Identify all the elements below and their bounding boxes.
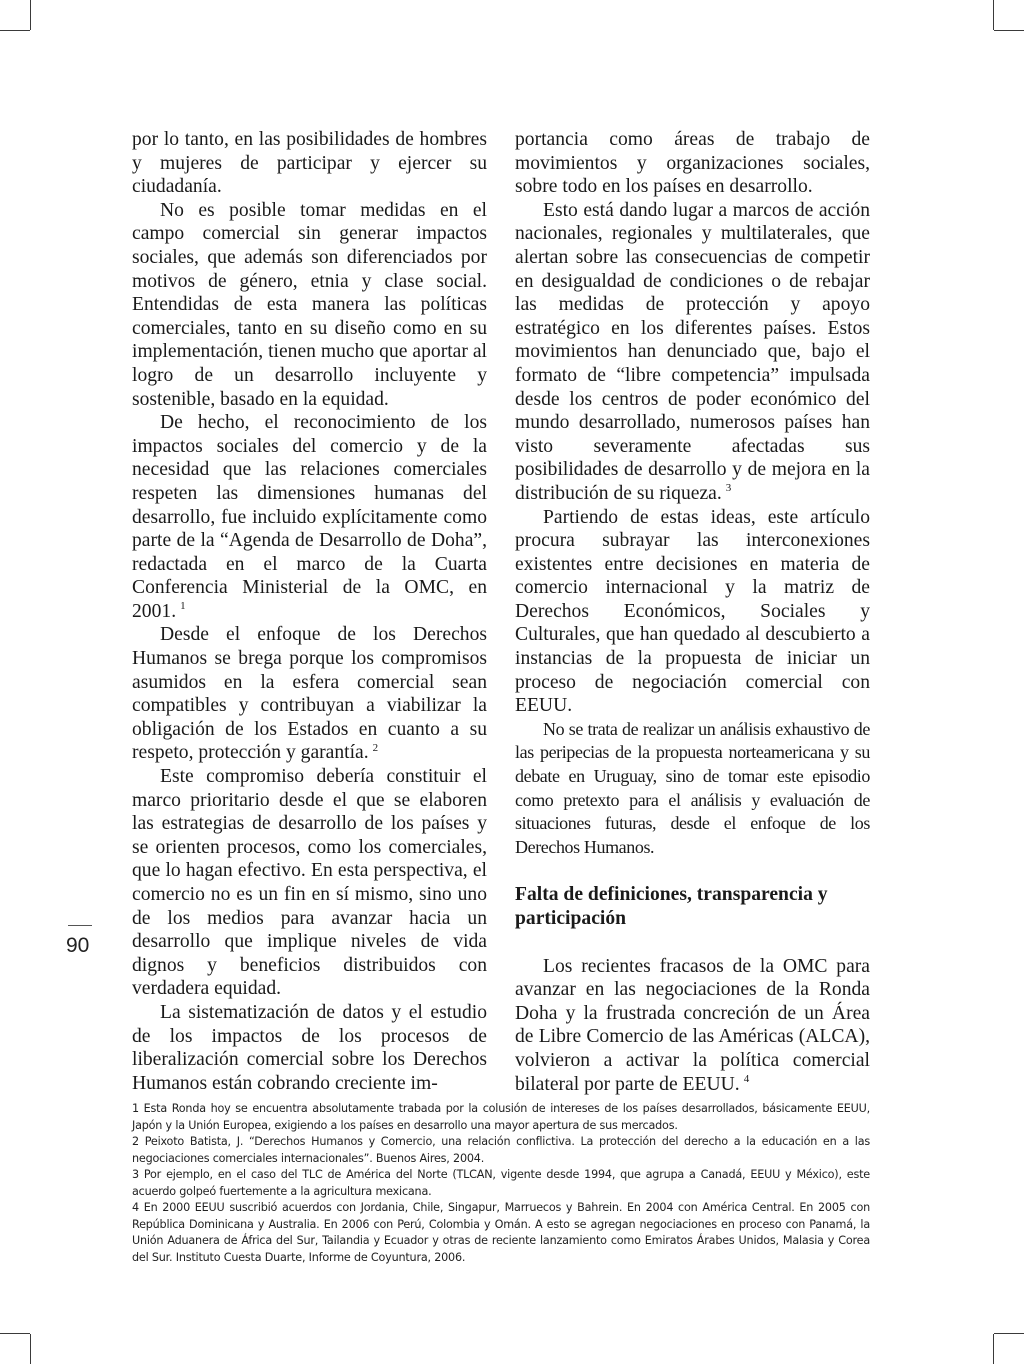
right-column (515, 128, 870, 1096)
footnote: 1 Esta Ronda hoy se encuentra absolutamente trabada por la colusión de intereses de los países desarrollados, básicamente EEUU, Japón y la Unión Europea, exigiendo a los países en desarrollo una mayor apertura de sus mercados. (132, 1102, 870, 1132)
footnote-ref: 1 (180, 600, 186, 613)
crop-mark-top-right-vertical (993, 0, 994, 30)
paragraph: por lo tanto, en las posibilidades de hombres y mujeres de participar y ejercer su ciudadanía. (132, 129, 487, 198)
footnote-ref: 4 (743, 1073, 750, 1086)
crop-mark-bottom-left-horizontal (0, 1333, 30, 1334)
paragraph: Este compromiso debería constituir el marco prioritario desde el que se elaboren las estrategias de desarrollo de los países y se orienten procesos, como los comerciales, que lo hagan efectivo. En esta perspectiva, el comercio no es un fin en sí mismo, sino uno de los medios para avanzar hacia un desarrollo que implique niveles de vida dignos y beneficios distribuidos con verdadera equidad. (132, 766, 487, 1000)
left-column (132, 128, 487, 1095)
paragraph: portancia como áreas de trabajo de movimientos y organizaciones sociales, sobre todo en los países en desarrollo. (515, 129, 870, 198)
paragraph: Los recientes fracasos de la OMC para avanzar en las negociaciones de la Ronda Doha y la frustrada concreción de un Área de Libre Comercio de las Américas (ALCA), volvieron a activar la política comercial bilateral por parte de EEUU. $^4$ (515, 955, 870, 1095)
paragraph: Esto está dando lugar a marcos de acción nacionales, regionales y multilaterales, que alertan sobre las consecuencias de competir en desigualdad de condiciones o de rebajar las medidas de protección y apoyo estratégico en los diferentes países. Estos movimientos han denunciado que, bajo el formato de “libre competencia” impulsada desde los centros de poder económico del mundo desarrollado, numerosos países han visto severamente afectadas sus posibilidades de desarrollo y de mejora en la distribución de su riqueza. $^3$ (515, 199, 870, 504)
footnote: 4 En 2000 EEUU suscribió acuerdos con Jordania, Chile, Singapur, Marruecos y Bahrein. En 2004 con América Central. En 2005 con República Dominicana y Australia. En 2006 con Perú, Colombia y Omán. A esto se agregan negociaciones en proceso con Panamá, la Unión Aduanera de África del Sur, Tailandia y Ecuador y otras de reciente lanzamiento como Emiratos Árabes Unidos, Malasia y Corea del Sur. Instituto Cuesta Duarte, Informe de Coyuntura, 2006. (132, 1201, 870, 1264)
crop-mark-bottom-left-vertical (30, 1334, 31, 1364)
footnotes (132, 1101, 870, 1266)
crop-mark-bottom-right-horizontal (994, 1333, 1024, 1334)
section-heading: Falta de definiciones, transparencia y participación (515, 884, 828, 929)
crop-mark-bottom-right-vertical (993, 1334, 994, 1364)
page-number-rule (68, 925, 92, 926)
footnote-ref: 3 (725, 482, 732, 495)
paragraph: No es posible tomar medidas en el campo comercial sin generar impactos sociales, que además son diferenciados por motivos de género, etnia y clase social. Entendidas de esta manera las políticas comerciales, tanto en su diseño como en su implementación, tienen mucho que aportar al logro de un desarrollo incluyente y sostenible, basado en la equidad. (132, 199, 487, 410)
footnote: 3 Por ejemplo, en el caso del TLC de América del Norte (TLCAN, vigente desde 1994, que agrupa a Canadá, EEUU y México), este acuerdo golpeó fuertemente a la agricultura mexicana. (132, 1168, 870, 1198)
crop-mark-top-left-vertical (30, 0, 31, 30)
footnote-ref: 2 (372, 741, 379, 754)
footnote: 2 Peixoto Batista, J. “Derechos Humanos y Comercio, una relación conflictiva. La protección del derecho a la educación en a las negociaciones comerciales internacionales”. Buenos Aires, 2004. (132, 1135, 870, 1165)
paragraph: La sistematización de datos y el estudio de los impactos de los procesos de liberalización comercial sobre los Derechos Humanos están cobrando creciente im- (132, 1001, 487, 1094)
crop-mark-top-left-horizontal (0, 30, 30, 31)
crop-mark-top-right-horizontal (994, 30, 1024, 31)
paragraph: Desde el enfoque de los Derechos Humanos se brega porque los compromisos asumidos en la esfera comercial sean compatibles y contribuyan a viabilizar la obligación de los Estados en cuanto a su respeto, protección y garantía. $^2$ (132, 624, 487, 764)
paragraph: De hecho, el reconocimiento de los impactos sociales del comercio y de la necesidad que las relaciones comerciales respeten las dimensiones humanas del desarrollo, fue incluido explícitamente como parte de la “Agenda de Desarrollo de Doha”, redactada en el marco de la Cuarta Conferencia Ministerial de la OMC, en 2001. $^1$ (132, 412, 487, 622)
page-number: 90 (66, 934, 90, 957)
paragraph: No se trata de realizar un análisis exhaustivo de las peripecias de la propuesta norteamericana y su debate en Uruguay, sino de tomar este episodio como pretexto para el análisis y evaluación de situaciones futuras, desde el enfoque de los Derechos Humanos. (515, 718, 870, 857)
paragraph: Partiendo de estas ideas, este artículo procura subrayar las interconexiones existentes entre decisiones en materia de comercio internacional y la matriz de Derechos Económicos, Sociales y Culturales, que han quedado al descubierto a instancias de la propuesta de iniciar un proceso de negociación comercial con EEUU. (515, 506, 870, 717)
